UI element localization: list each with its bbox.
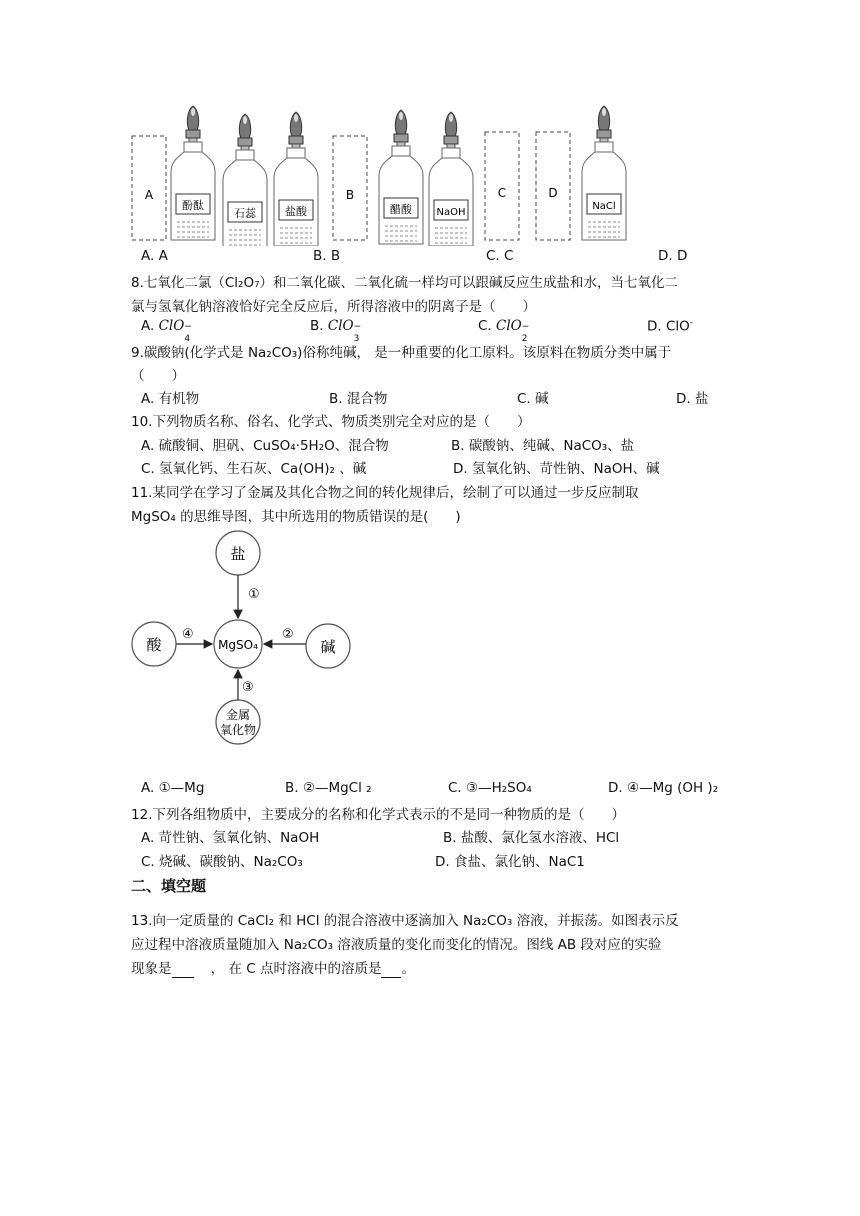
q9-stem-line1: 9.碳酸钠(化学式是 Na₂CO₃)俗称纯碱， 是一种重要的化工原料。该原料在物质分类中属于: [131, 345, 672, 361]
q7-figure: [128, 100, 648, 246]
svg-text:酚酞: 酚酞: [182, 199, 204, 212]
q13-line1: 13.向一定质量的 CaCl₂ 和 HCl 的混合溶液中逐滴加入 Na₂CO₃ 溶液，并振荡。如图表示反: [131, 913, 679, 929]
box-b-label: B: [345, 188, 355, 202]
svg-text:①: ①: [248, 587, 260, 602]
q13-blank-2[interactable]: [381, 961, 401, 978]
box-c-label: C: [497, 186, 507, 200]
metal-oxide-label-2: 氧化物: [219, 723, 257, 737]
q7-option-d[interactable]: D. D: [658, 248, 688, 264]
base-label: 碱: [320, 638, 336, 656]
q9-stem-line2: （ ）: [131, 368, 185, 384]
box-a-label: A: [144, 188, 154, 202]
q8-stem-line1: 8.七氧化二氯（Cl₂O₇）和二氧化碳、二氧化硫一样均可以跟碱反应生成盐和水，当七氧化二: [131, 275, 679, 291]
acid-label: 酸: [146, 636, 162, 654]
bottle-acetic-acid: [379, 110, 423, 244]
q11-stem-line1: 11.某同学在学习了金属及其化合物之间的转化规律后，绘制了可以通过一步反应制取: [131, 485, 639, 501]
q13-line2: 应过程中溶液质量随加入 Na₂CO₃ 溶液质量的变化而变化的情况。图线 AB 段对应的实验: [131, 937, 662, 953]
svg-text:盐酸: 盐酸: [285, 205, 307, 218]
q13-line3: 现象是 ， 在 C 点时溶液中的溶质是 。: [131, 961, 415, 977]
q10-option-d[interactable]: D. 氢氧化钠、苛性钠、NaOH、碱: [453, 461, 660, 477]
bottle-naoh: [429, 112, 473, 246]
bottle-nacl: [582, 106, 626, 240]
q12-option-c[interactable]: C. 烧碱、碳酸钠、Na₂CO₃: [141, 854, 303, 870]
q12-option-d[interactable]: D. 食盐、氯化钠、NaC1: [435, 854, 585, 870]
q11-option-c[interactable]: C. ③—H₂SO₄: [448, 780, 532, 796]
q7-option-c[interactable]: C. C: [486, 248, 514, 264]
q11-stem-line2: MgSO₄ 的思维导图，其中所选用的物质错误的是( ): [131, 509, 461, 525]
q10-option-b[interactable]: B. 碳酸钠、纯碱、NaCO₃、盐: [451, 438, 635, 454]
q8-option-a[interactable]: A. ClO − 4: [141, 318, 192, 344]
svg-text:醋酸: 醋酸: [390, 203, 412, 216]
q10-option-a[interactable]: A. 硫酸铜、胆矾、CuSO₄·5H₂O、混合物: [141, 438, 389, 454]
q7-option-a[interactable]: A. A: [141, 248, 168, 264]
q9-option-b[interactable]: B. 混合物: [329, 391, 388, 407]
metal-oxide-label-1: 金属: [225, 708, 251, 722]
q8-option-c[interactable]: C. ClO − 2: [478, 318, 530, 344]
svg-text:NaCl: NaCl: [592, 201, 616, 212]
q9-option-d[interactable]: D. 盐: [676, 391, 709, 407]
q11-option-b[interactable]: B. ②—MgCl ₂: [285, 780, 372, 796]
svg-text:石蕊: 石蕊: [234, 207, 256, 220]
q12-stem: 12.下列各组物质中，主要成分的名称和化学式表示的不是同一种物质的是（ ）: [131, 807, 625, 823]
svg-text:④: ④: [182, 627, 194, 642]
section-heading-fill-in: 二、填空题: [131, 877, 207, 895]
metal-oxide-node: [216, 700, 260, 744]
q12-option-b[interactable]: B. 盐酸、氯化氢水溶液、HCl: [443, 830, 620, 846]
q10-stem: 10.下列物质名称、俗名、化学式、物质类别完全对应的是（ ）: [131, 414, 531, 430]
q8-option-b[interactable]: B. ClO − 3: [310, 318, 362, 344]
svg-text:NaOH: NaOH: [436, 207, 466, 218]
q11-option-a[interactable]: A. ①—Mg: [141, 780, 205, 796]
q8-stem-line2: 氯与氢氧化钠溶液恰好完全反应后，所得溶液中的阴离子是（ ）: [131, 299, 536, 315]
q13-blank-1[interactable]: [172, 961, 194, 978]
center-label: MgSO₄: [218, 638, 258, 652]
q8-option-d[interactable]: D. ClO-: [647, 318, 694, 335]
bottle-phenolphthalein: [171, 106, 215, 240]
svg-text:③: ③: [242, 680, 254, 695]
q11-mindmap: [128, 530, 358, 750]
bottle-litmus: [223, 114, 267, 246]
q7-option-b[interactable]: B. B: [313, 248, 341, 264]
q10-option-c[interactable]: C. 氢氧化钙、生石灰、Ca(OH)₂ 、碱: [141, 461, 367, 477]
bottle-hydrochloric-acid: [274, 112, 318, 246]
salt-label: 盐: [230, 545, 246, 563]
box-d-label: D: [548, 186, 558, 200]
svg-text:②: ②: [282, 627, 294, 642]
q9-option-c[interactable]: C. 碱: [517, 391, 549, 407]
q12-option-a[interactable]: A. 苛性钠、氢氧化钠、NaOH: [141, 830, 320, 846]
q9-option-a[interactable]: A. 有机物: [141, 391, 200, 407]
q11-option-d[interactable]: D. ④—Mg (OH )₂: [608, 780, 719, 796]
